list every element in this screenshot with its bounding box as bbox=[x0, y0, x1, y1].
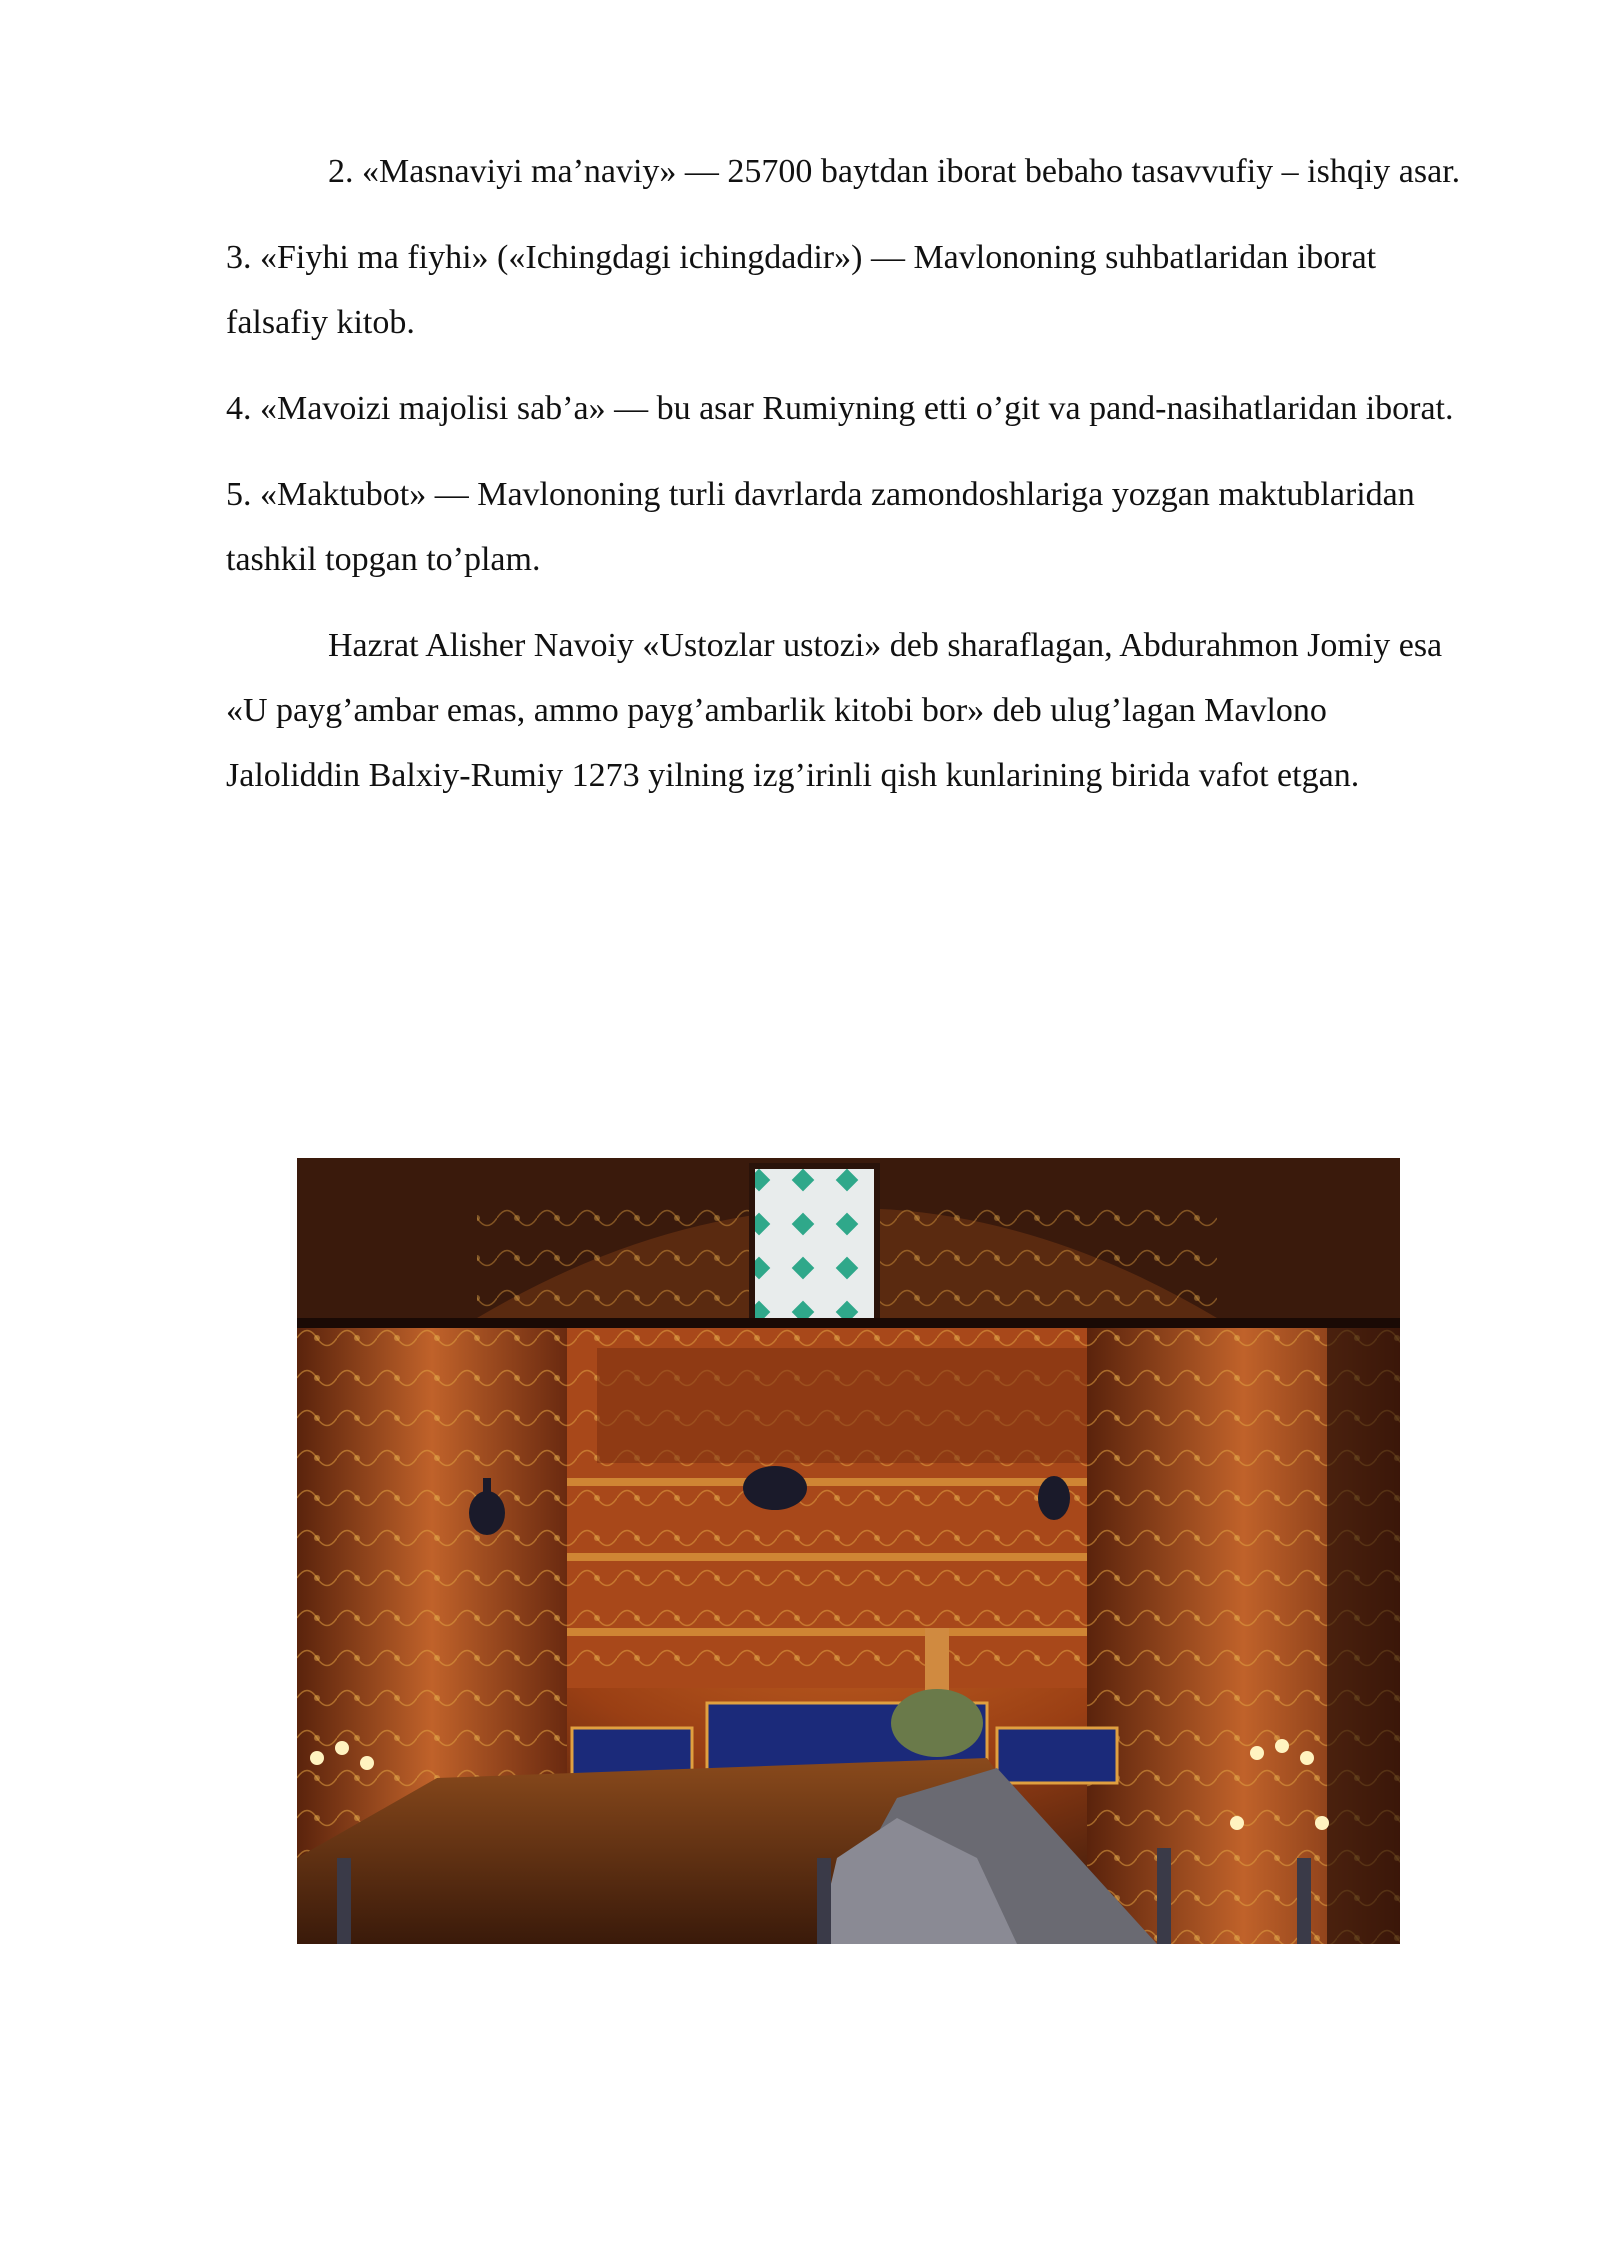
paragraph-navoiy: Hazrat Alisher Navoiy «Ustozlar ustozi» deb sharaflagan, Abdurahmon Jomiy esa «U payg’ambar emas, ammo payg’ambarlik kitobi bor» deb ulug’lagan Mavlono Jaloliddin Balxiy-Rumiy 1273 yilning izg’irinli qish kunlarining birida vafot etgan. bbox=[226, 627, 1443, 794]
paragraph-masnaviy: 2. «Masnaviyi ma’naviy» — 25700 baytdan iborat bebaho tasavvufiy – ishqiy asar. bbox=[328, 153, 1461, 190]
paragraph-fiyhi: 3. «Fiyhi ma fiyhi» («Ichingdagi ichingdadir») — Mavlononing suhbatlaridan iborat falsafiy kitob. bbox=[226, 239, 1377, 341]
mausoleum-photo bbox=[297, 1158, 1400, 1944]
mausoleum-illustration bbox=[297, 1158, 1400, 1944]
document-body bbox=[226, 139, 1466, 829]
paragraph-maktubot: 5. «Maktubot» — Mavlononing turli davrlarda zamondoshlariga yozgan maktublaridan tashkil topgan to’plam. bbox=[226, 476, 1415, 578]
paragraph-mavoizi: 4. «Mavoizi majolisi sab’a» — bu asar Rumiyning etti o’git va pand-nasihatlaridan iborat. bbox=[226, 390, 1454, 427]
